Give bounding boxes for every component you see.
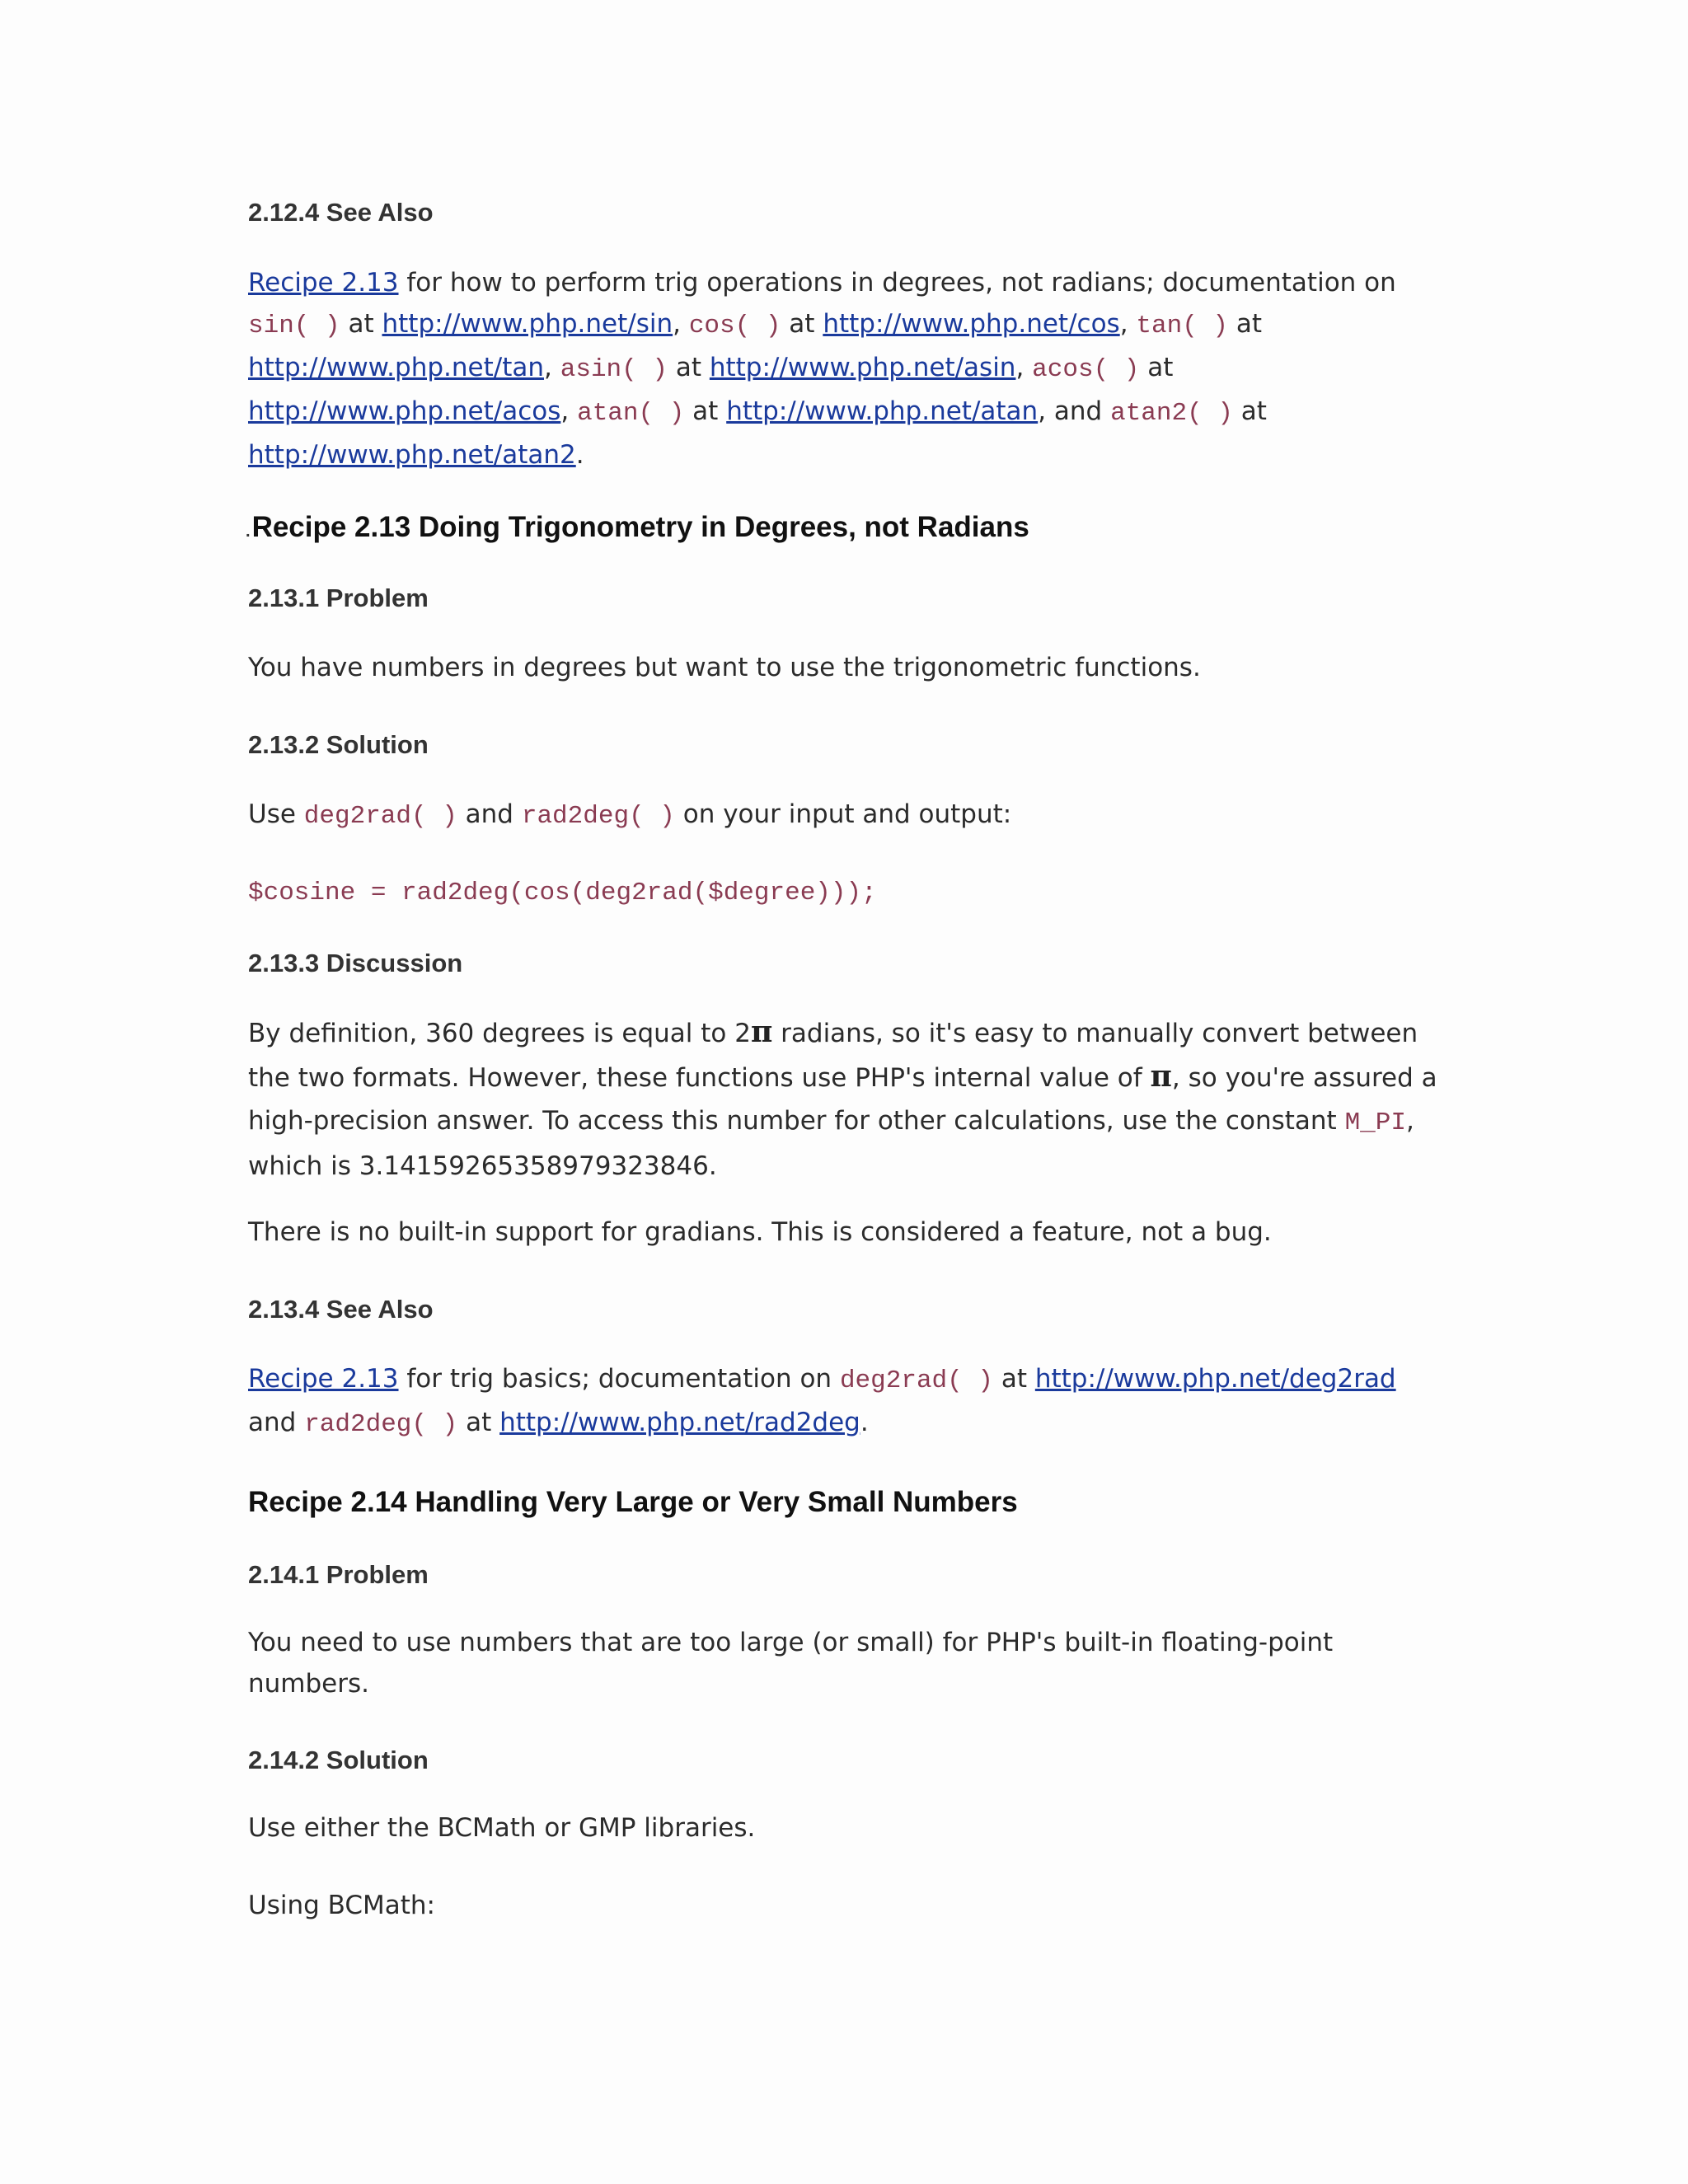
text-span: , [560, 396, 578, 426]
see-also-paragraph-2-13-4 [248, 1358, 1468, 1446]
text-span: and [457, 799, 522, 829]
atan-code: atan( ) [577, 399, 685, 428]
text-span: , which is 3.14159265358979323846. [248, 1106, 1414, 1181]
pi-symbol-icon: π [750, 1015, 773, 1049]
title-text: Recipe 2.13 Doing Trigonometry in Degrees, not Radians [251, 511, 1029, 543]
sin-url-link[interactable]: http://www.php.net/sin [382, 309, 673, 339]
text-span: and [248, 1408, 305, 1437]
text-span: , [1119, 309, 1137, 339]
section-heading-2-13-3: 2.13.3 Discussion [248, 949, 463, 977]
text-span: . [575, 440, 584, 470]
tan-url-link[interactable]: http://www.php.net/tan [248, 353, 545, 382]
rad2deg-code: rad2deg( ) [304, 1410, 458, 1439]
text-span: , [1015, 353, 1033, 382]
discussion-paragraph-1 [248, 1010, 1443, 1188]
section-heading-2-13-2: 2.13.2 Solution [248, 730, 429, 759]
recipe-2-14-title: Recipe 2.14 Handling Very Large or Very Small Numbers [248, 1486, 1018, 1518]
tan-code: tan( ) [1136, 312, 1229, 340]
recipe-2-13-link[interactable]: Recipe 2.13 [248, 268, 399, 298]
asin-url-link[interactable]: http://www.php.net/asin [709, 353, 1016, 382]
discussion-paragraph-2: There is no built-in support for gradians. This is considered a feature, not a bug. [248, 1217, 1272, 1247]
problem-text-2-13: You have numbers in degrees but want to use the trigonometric functions. [248, 653, 1201, 682]
code-block: $cosine = rad2deg(cos(deg2rad($degree))); [248, 879, 877, 907]
cos-url-link[interactable]: http://www.php.net/cos [823, 309, 1120, 339]
text-span: at [1228, 309, 1263, 339]
rad2deg-url-link[interactable]: http://www.php.net/rad2deg [499, 1408, 860, 1437]
rad2deg-code: rad2deg( ) [521, 802, 675, 831]
text-span: radians, so it's easy to manually convert between the two formats. However, these functions use PHP's internal value of [248, 1019, 1418, 1093]
text-span: at [667, 353, 710, 382]
see-also-paragraph-2-12-4 [248, 262, 1468, 476]
solution-text-2-13 [248, 794, 1468, 837]
text-span: , [544, 353, 560, 382]
section-heading-2-14-2: 2.14.2 Solution [248, 1746, 429, 1774]
anchor-dot: . [246, 523, 251, 541]
text-span: at [992, 1364, 1035, 1394]
solution-text-2-14: Use either the BCMath or GMP libraries. [248, 1813, 756, 1843]
deg2rad-url-link[interactable]: http://www.php.net/deg2rad [1034, 1364, 1396, 1394]
text-span: at [1139, 353, 1174, 382]
text-span: at [1232, 396, 1267, 426]
section-heading-2-14-1: 2.14.1 Problem [248, 1560, 429, 1589]
text-span: . [860, 1408, 869, 1437]
text-span: Use [248, 799, 304, 829]
acos-code: acos( ) [1032, 355, 1140, 384]
text-span: for how to perform trig operations in degrees, not radians; documentation on [398, 268, 1396, 298]
cos-code: cos( ) [688, 312, 781, 340]
using-bcmath-label: Using BCMath: [248, 1891, 435, 1920]
section-heading-2-13-4: 2.13.4 See Also [248, 1295, 434, 1324]
asin-code: asin( ) [560, 355, 668, 384]
text-span: on your input and output: [674, 799, 1012, 829]
problem-text-2-14: You need to use numbers that are too large (or small) for PHP's built-in floating-point numbers. [248, 1628, 1334, 1699]
sin-code: sin( ) [248, 312, 340, 340]
text-span: at [684, 396, 727, 426]
text-span: for trig basics; documentation on [398, 1364, 840, 1394]
text-span: at [340, 309, 382, 339]
text-span: , [673, 309, 689, 339]
m-pi-code: M_PI [1344, 1108, 1406, 1137]
text-span: , and [1038, 396, 1111, 426]
atan2-code: atan2( ) [1110, 399, 1233, 428]
atan2-url-link[interactable]: http://www.php.net/atan2 [248, 440, 576, 470]
deg2rad-code: deg2rad( ) [303, 802, 457, 831]
section-heading-2-13-1: 2.13.1 Problem [248, 583, 429, 612]
acos-url-link[interactable]: http://www.php.net/acos [248, 396, 561, 426]
text-span: at [457, 1408, 500, 1437]
text-span: By definition, 360 degrees is equal to 2 [248, 1019, 751, 1048]
atan-url-link[interactable]: http://www.php.net/atan [726, 396, 1039, 426]
pi-symbol-icon: π [1150, 1059, 1172, 1094]
recipe-2-13-link[interactable]: Recipe 2.13 [248, 1364, 399, 1394]
text-span: at [781, 309, 823, 339]
text-span: , so you're assured a high-precision answer. To access this number for other calculations, use the constant [248, 1063, 1437, 1136]
section-heading-2-12-4: 2.12.4 See Also [248, 198, 434, 227]
recipe-2-13-title [246, 511, 1465, 544]
deg2rad-code: deg2rad( ) [839, 1366, 993, 1395]
